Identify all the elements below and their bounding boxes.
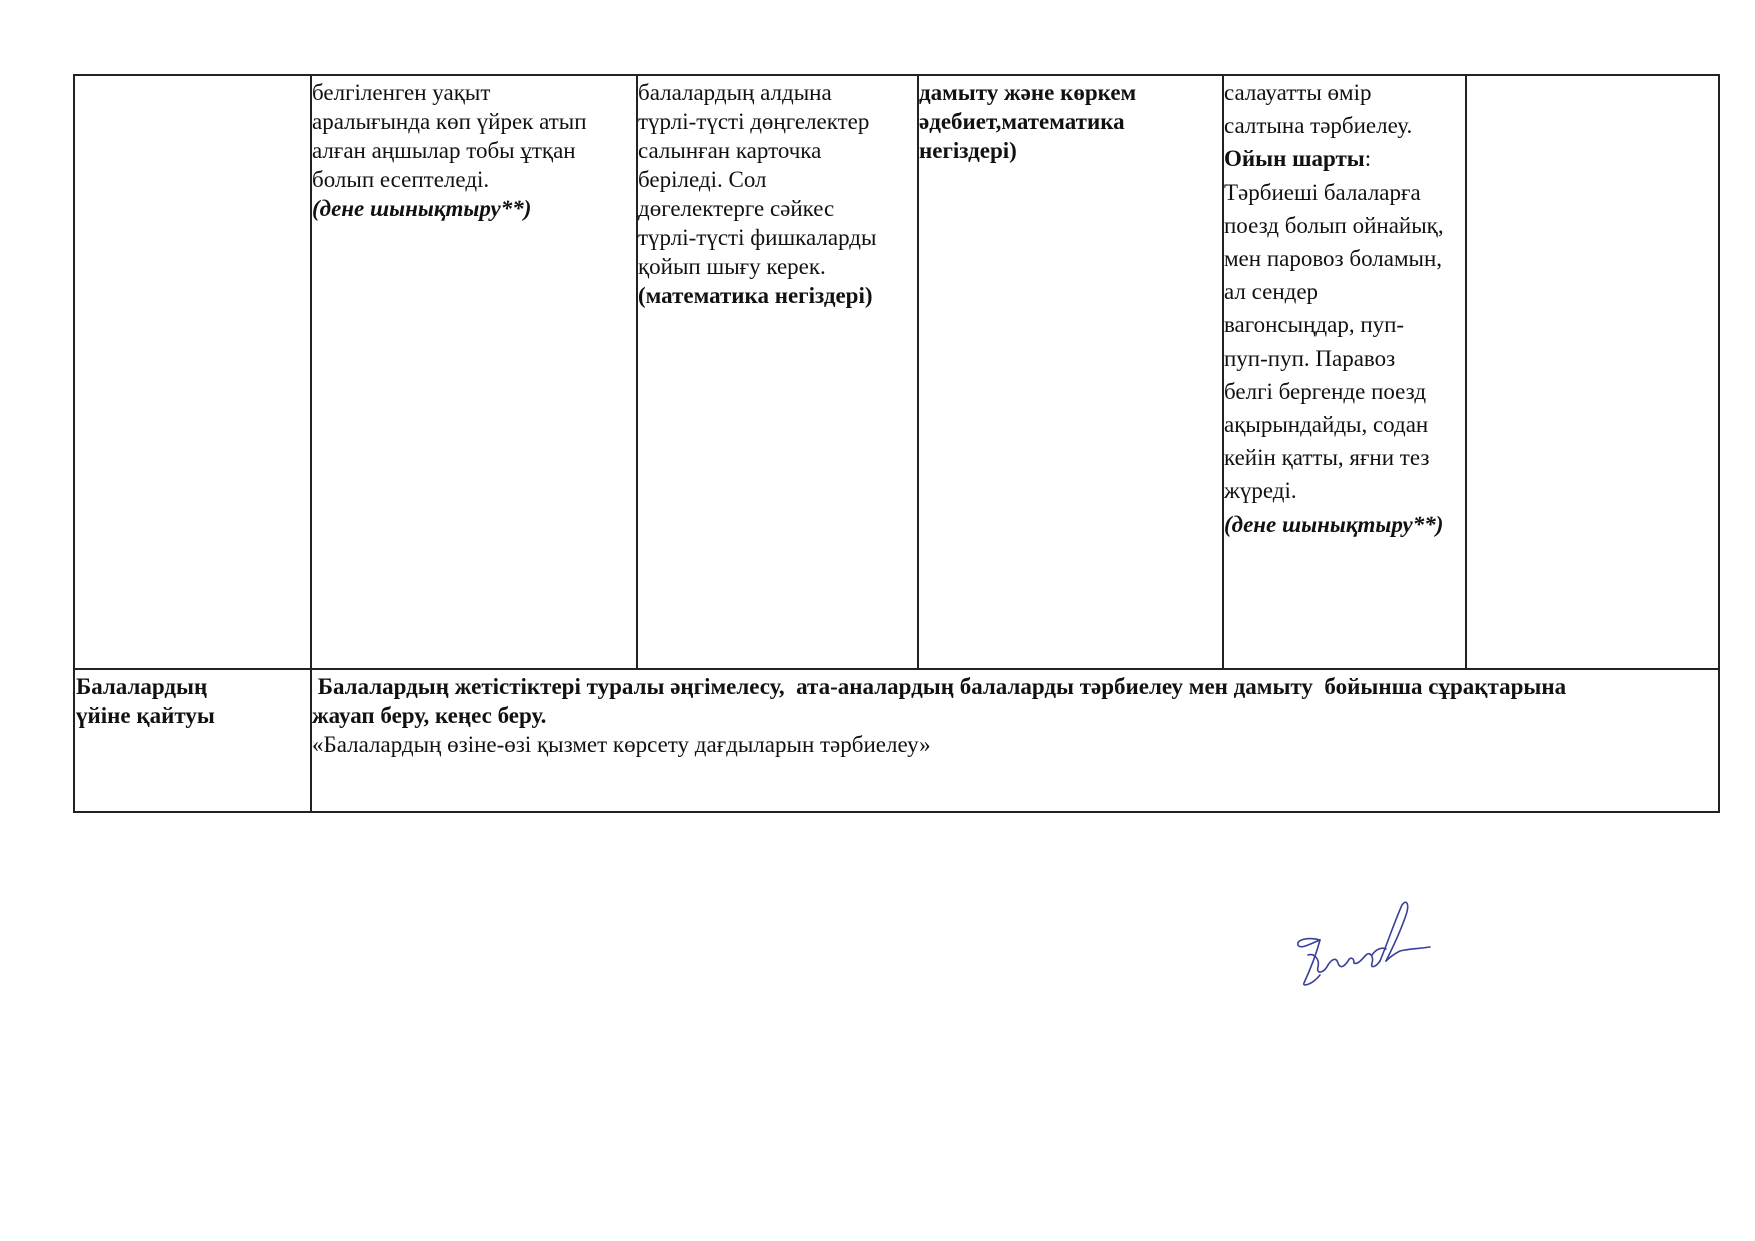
cell-text-line: жүреді. <box>1224 478 1297 504</box>
cell-text-line: поезд болып ойнайық, <box>1224 212 1444 238</box>
column-divider-5 <box>1465 74 1467 670</box>
cell-text-line: белгі бергенде поезд <box>1224 378 1427 404</box>
cell-text-line: алған аңшылар тобы ұтқан <box>312 138 576 163</box>
cell-text-line: мен паровоз боламын, <box>1224 246 1443 272</box>
cell-text-line: беріледі. Сол <box>638 167 767 192</box>
cell-text-line: салауатты өмір <box>1224 80 1372 105</box>
table-cell-r1c2 <box>638 78 915 310</box>
cell-text-line: салтына тәрбиелеу. <box>1224 113 1413 139</box>
cell-text-line: кейін қатты, яғни тез <box>1224 445 1430 471</box>
table-border-top <box>73 74 1718 76</box>
cell-bold-line: әдебиет,математика <box>919 109 1125 134</box>
table-border-left <box>73 74 75 813</box>
cell-text-line: түрлі-түсті фишкаларды <box>638 225 877 250</box>
table-cell-r1c1 <box>312 78 634 223</box>
row-label-line: үйіне қайтуы <box>76 703 215 728</box>
cell-text-line: салынған карточка <box>638 138 822 163</box>
game-rules-colon: : <box>1364 146 1372 172</box>
row-bold-line: жауап беру, кеңес беру. <box>312 703 547 728</box>
table-row-divider <box>73 668 1718 670</box>
cell-text-line: белгіленген уақыт <box>312 80 491 105</box>
cell-text-line: вагонсыңдар, пуп- <box>1224 312 1405 338</box>
cell-category-label: (дене шынықтыру**) <box>312 196 532 221</box>
cell-category-label: (математика негіздері) <box>638 283 873 308</box>
row-bold-line: Балалардың жетістіктері туралы әңгімелесу, ата-аналардың балаларды тәрбиелеу мен дамыту бойынша сұрақтарына <box>312 674 1567 699</box>
cell-text-line: Тәрбиеші балаларға <box>1224 179 1421 205</box>
table-border-bottom <box>73 811 1718 813</box>
cell-bold-line: негіздері) <box>919 138 1017 163</box>
game-rules-heading <box>1224 142 1464 175</box>
row-label-line: Балалардың <box>76 674 208 699</box>
row-note: «Балалардың өзіне-өзі қызмет көрсету дағдыларын тәрбиелеу» <box>312 732 931 757</box>
cell-text-line: ақырындайды, содан <box>1224 412 1429 438</box>
table-cell-r2-content <box>312 672 1716 759</box>
cell-text-line: болып есептеледі. <box>312 167 490 192</box>
table-cell-r1c3 <box>919 78 1220 165</box>
table-cell-r1c4 <box>1224 76 1464 541</box>
cell-text-line: пуп-пуп. Паравоз <box>1224 345 1396 371</box>
game-rules-label: Ойын шарты <box>1224 146 1365 172</box>
table-cell-r2-label <box>76 672 308 730</box>
cell-text-line: қойып шығу керек. <box>638 254 826 279</box>
cell-text-line: дөгелектерге сәйкес <box>638 196 835 221</box>
cell-bold-line: дамыту және көркем <box>919 80 1137 105</box>
table-border-right <box>1718 74 1720 813</box>
signature-icon <box>1290 895 1450 1000</box>
cell-text-line: балалардың алдына <box>638 80 832 105</box>
cell-text-line: түрлі-түсті дөңгелектер <box>638 109 870 134</box>
cell-category-label: (дене шынықтыру**) <box>1224 511 1444 537</box>
cell-text-line: аралығында көп үйрек атып <box>312 109 587 134</box>
cell-text-line: ал сендер <box>1224 279 1319 305</box>
